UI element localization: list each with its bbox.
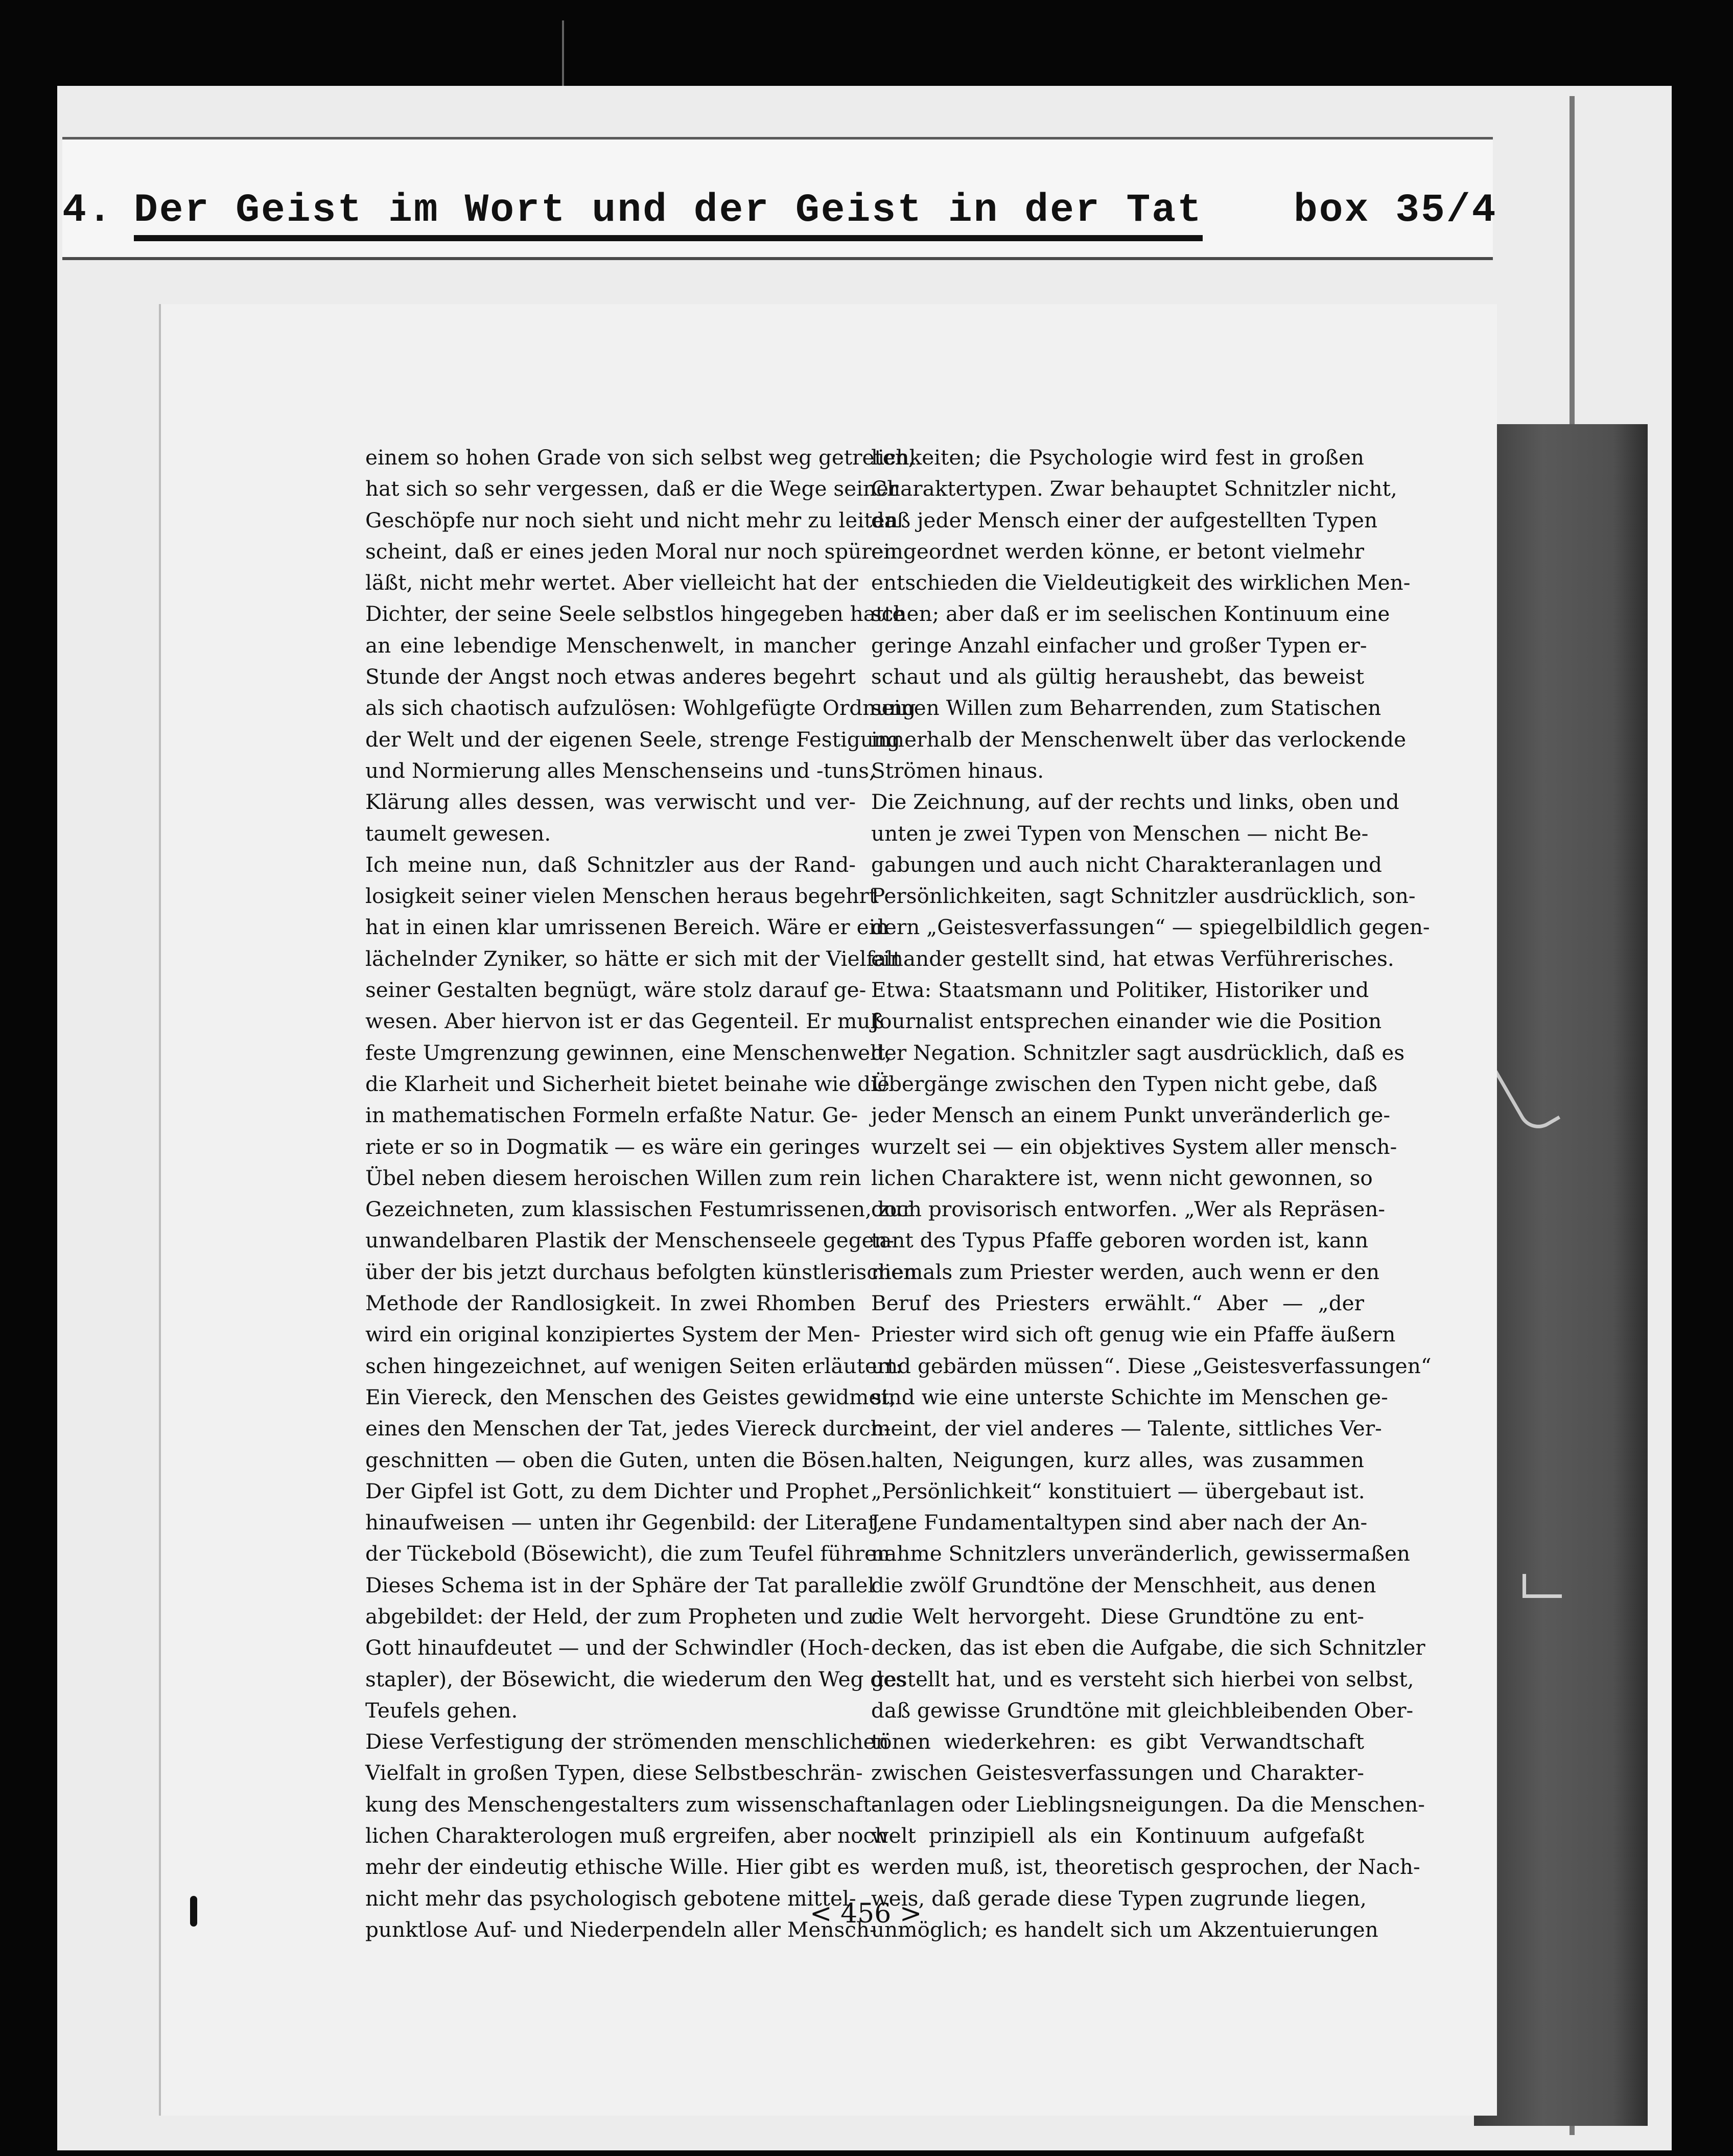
text-line: in mathematischen Formeln erfaßte Natur. Ge- [365,1103,858,1128]
underlying-page-shadow [1474,424,1648,2126]
text-line: innerhalb der Menschenwelt über das verlockende [871,727,1407,752]
text-line: geschnitten — oben die Guten, unten die Bösen. [365,1447,872,1472]
header-box-number: box 35/4 [1294,188,1497,233]
text-line: stapler), der Bösewicht, die wiederum den Weg des [365,1666,906,1691]
text-line: Charaktertypen. Zwar behauptet Schnitzler nicht, [871,476,1397,501]
pencil-mark [1523,1574,1562,1598]
text-line: Etwa: Staatsmann und Politiker, Historiker und [871,978,1369,1003]
text-line: über der bis jetzt durchaus befolgten künstlerischen [365,1259,918,1284]
text-line: Ich meine nun, daß Schnitzler aus der Rand- [365,852,856,877]
text-line: kung des Menschengestalters zum wissenschaft- [365,1792,879,1817]
text-line: der Tückebold (Bösewicht), die zum Teufel führen. [365,1541,897,1566]
text-line: hinaufweisen — unten ihr Gegenbild: der Literat, [365,1510,883,1535]
text-line: wurzelt sei — ein objektives System aller mensch- [871,1134,1397,1159]
header-title: Der Geist im Wort und der Geist in der Tat [134,188,1203,241]
text-line: welt prinzipiell als ein Kontinuum aufgefaßt [871,1823,1364,1848]
text-line: Übergänge zwischen den Typen nicht gebe, daß [871,1071,1377,1096]
text-line: läßt, nicht mehr wertet. Aber vielleicht hat der [365,570,858,595]
text-line: Vielfalt in großen Typen, diese Selbstbeschrän- [365,1760,863,1786]
text-line: die Klarheit und Sicherheit bietet beinahe wie die [365,1071,890,1096]
text-line: taumelt gewesen. [365,821,551,846]
text-line: einem so hohen Grade von sich selbst weg getreten, [365,445,915,470]
text-line: Priester wird sich oft genug wie ein Pfaffe äußern [871,1322,1396,1347]
text-line: jeder Mensch an einem Punkt unveränderlich ge- [871,1103,1391,1128]
text-line: feste Umgrenzung gewinnen, eine Menschenwelt, [365,1040,892,1065]
text-line: dern „Geistesverfassungen“ — spiegelbildlich gegen- [871,915,1430,940]
text-line: Strömen hinaus. [871,758,1044,783]
text-line: halten, Neigungen, kurz alles, was zusammen [871,1447,1364,1472]
text-line: Jene Fundamentaltypen sind aber nach der An- [871,1510,1368,1535]
text-line: gestellt hat, und es versteht sich hierbei von selbst, [871,1666,1414,1691]
text-line: daß gewisse Grundtöne mit gleichbleibenden Ober- [871,1698,1414,1723]
text-line: nicht mehr das psychologisch gebotene mittel- [365,1886,856,1911]
text-line: seiner Gestalten begnügt, wäre stolz darauf ge- [365,978,866,1003]
text-line: scheint, daß er eines jeden Moral nur noch spüren [365,539,897,564]
text-line: Journalist entsprechen einander wie die Position [871,1009,1382,1034]
text-line: die Welt hervorgeht. Diese Grundtöne zu ent- [871,1604,1364,1629]
page-number: < 456 > [810,1898,922,1929]
text-line: zwischen Geistesverfassungen und Charakter- [871,1760,1364,1786]
text-line: Teufels gehen. [365,1698,518,1723]
text-line: lichkeiten; die Psychologie wird fest in großen [871,445,1364,470]
text-line: sind wie eine unterste Schichte im Menschen ge- [871,1384,1388,1409]
text-line: werden muß, ist, theoretisch gesprochen, der Nach- [871,1854,1420,1880]
text-line: hat in einen klar umrissenen Bereich. Wäre er ein [365,915,889,940]
text-line: decken, das ist eben die Aufgabe, die sich Schnitzler [871,1635,1425,1660]
text-line: Gott hinaufdeutet — und der Schwindler (Hoch- [365,1635,870,1660]
text-line: als sich chaotisch aufzulösen: Wohlgefügte Ordnung [365,696,916,721]
text-line: abgebildet: der Held, der zum Propheten und zu [365,1604,874,1629]
text-line: tönen wiederkehren: es gibt Verwandtschaft [871,1729,1364,1754]
text-line: Persönlichkeiten, sagt Schnitzler ausdrücklich, son- [871,884,1416,909]
text-line: doch provisorisch entworfen. „Wer als Repräsen- [871,1197,1386,1222]
text-line: unwandelbaren Plastik der Menschenseele gegen- [365,1228,895,1253]
text-line: nahme Schnitzlers unveränderlich, gewissermaßen [871,1541,1410,1566]
article-page [161,304,1497,2116]
text-column-right [871,442,1432,1945]
text-line: eingeordnet werden könne, er betont vielmehr [871,539,1364,564]
text-line: losigkeit seiner vielen Menschen heraus begehrt [365,884,878,909]
text-line: seinen Willen zum Beharrenden, zum Statischen [871,696,1381,721]
text-line: Diese Verfestigung der strömenden menschlichen [365,1729,889,1754]
text-line: eines den Menschen der Tat, jedes Viereck durch- [365,1416,891,1441]
header-number: 4. [62,188,113,233]
text-line: lichen Charaktere ist, wenn nicht gewonnen, so [871,1165,1373,1190]
text-line: hat sich so sehr vergessen, daß er die Wege seiner [365,476,899,501]
text-line: Dichter, der seine Seele selbstlos hingegeben hatte [365,601,905,627]
text-line: Dieses Schema ist in der Sphäre der Tat parallel [365,1572,875,1597]
text-line: der Negation. Schnitzler sagt ausdrücklich, daß es [871,1040,1405,1065]
text-line: die zwölf Grundtöne der Menschheit, aus denen [871,1572,1376,1597]
text-line: Die Zeichnung, auf der rechts und links, oben und [871,790,1399,815]
text-line: lächelnder Zyniker, so hätte er sich mit der Vielfalt [365,946,901,971]
text-line: schen hingezeichnet, auf wenigen Seiten erläutert: [365,1353,903,1378]
text-line: Übel neben diesem heroischen Willen zum rein [365,1165,861,1190]
binder-mark [190,1896,197,1927]
text-line: schaut und als gültig heraushebt, das beweist [871,664,1364,689]
text-line: an eine lebendige Menschenwelt, in mancher [365,633,856,658]
text-line: Der Gipfel ist Gott, zu dem Dichter und Prophet [365,1478,869,1503]
text-line: niemals zum Priester werden, auch wenn er den [871,1259,1380,1284]
text-line: „Persönlichkeit“ konstituiert — übergebaut ist. [871,1478,1365,1503]
text-line: Gezeichneten, zum klassischen Festumrissenen, zur [365,1197,912,1222]
text-line: Beruf des Priesters erwählt.“ Aber — „der [871,1291,1364,1316]
text-line: mehr der eindeutig ethische Wille. Hier gibt es [365,1854,860,1880]
text-line: tant des Typus Pfaffe geboren worden ist, kann [871,1228,1369,1253]
text-line: unmöglich; es handelt sich um Akzentuierungen [871,1917,1378,1942]
text-line: daß jeder Mensch einer der aufgestellten Typen [871,507,1378,532]
text-line: lichen Charakterologen muß ergreifen, aber noch [365,1823,888,1848]
text-line: Methode der Randlosigkeit. In zwei Rhomben [365,1291,856,1316]
text-line: punktlose Auf- und Niederpendeln aller Mensch- [365,1917,877,1942]
text-line: schen; aber daß er im seelischen Kontinuum eine [871,601,1390,627]
text-line: wesen. Aber hiervon ist er das Gegenteil. Er muß [365,1009,884,1034]
text-line: wird ein original konzipiertes System der Men- [365,1322,860,1347]
text-line: der Welt und der eigenen Seele, strenge Festigung [365,727,900,752]
text-line: Klärung alles dessen, was verwischt und ver- [365,790,856,815]
text-line: und Normierung alles Menschenseins und -tuns, [365,758,876,783]
text-line: entschieden die Vieldeutigkeit des wirklichen Men- [871,570,1411,595]
text-line: anlagen oder Lieblingsneigungen. Da die Menschen- [871,1792,1425,1817]
text-line: Geschöpfe nur noch sieht und nicht mehr zu leiten [365,507,898,532]
text-line: meint, der viel anderes — Talente, sittliches Ver- [871,1416,1382,1441]
text-line: geringe Anzahl einfacher und großer Typen er- [871,633,1367,658]
text-line: und gebärden müssen“. Diese „Geistesverfassungen“ [871,1353,1432,1378]
text-line: riete er so in Dogmatik — es wäre ein geringes [365,1134,860,1159]
text-line: unten je zwei Typen von Menschen — nicht Be- [871,821,1369,846]
text-line: weis, daß gerade diese Typen zugrunde liegen, [871,1886,1367,1911]
text-line: einander gestellt sind, hat etwas Verführerisches. [871,946,1394,971]
text-line: Ein Viereck, den Menschen des Geistes gewidmet, [365,1384,896,1409]
text-line: Stunde der Angst noch etwas anderes begehrt [365,664,856,689]
text-line: gabungen und auch nicht Charakteranlagen und [871,852,1382,877]
archive-label-strip [62,137,1497,260]
